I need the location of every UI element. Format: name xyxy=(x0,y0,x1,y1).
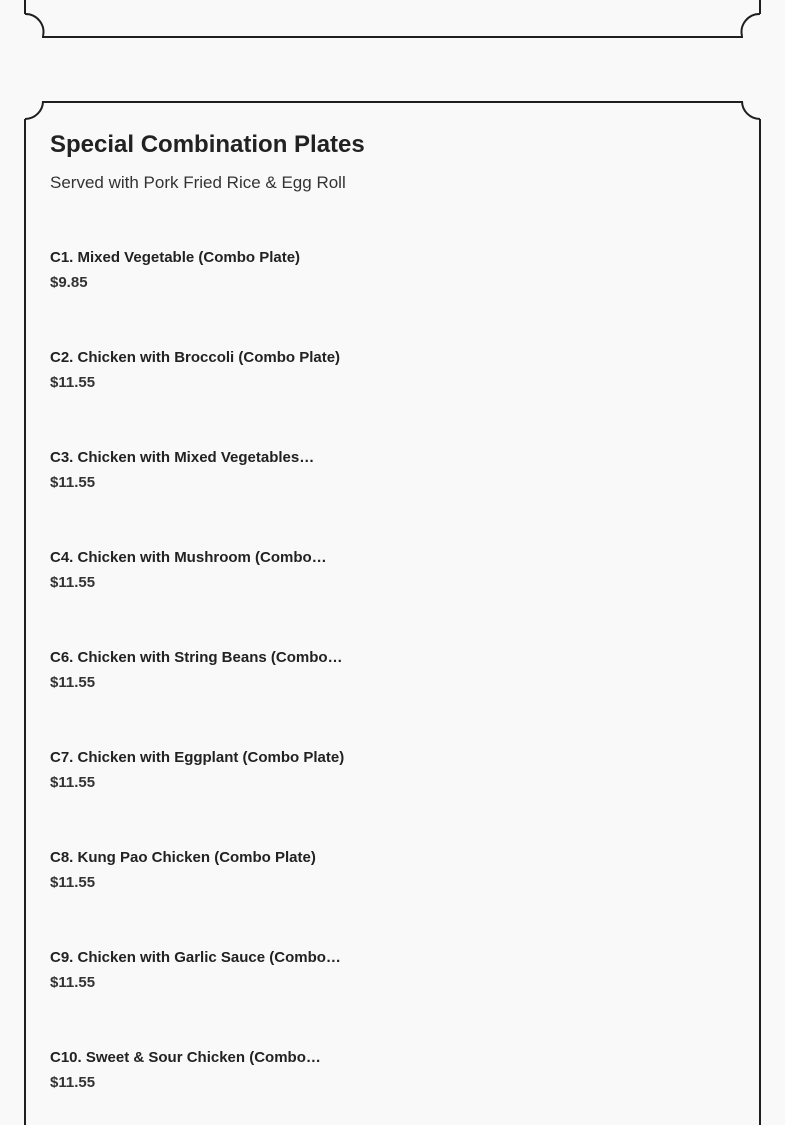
menu-item-price: $11.55 xyxy=(50,574,96,591)
card-border-right xyxy=(759,0,761,14)
corner-ornament-bottom-left xyxy=(24,14,46,36)
card-border-bottom xyxy=(42,36,743,38)
menu-item[interactable] xyxy=(50,246,450,346)
card-border-left xyxy=(24,119,26,1125)
card-border-left xyxy=(24,0,26,14)
section-subtitle: Served with Pork Fried Rice & Egg Roll xyxy=(50,173,346,192)
menu-item-name: C9. Chicken with Garlic Sauce (Combo… xyxy=(50,949,341,966)
menu-item-price: $11.55 xyxy=(50,774,96,791)
menu-item[interactable] xyxy=(50,1046,450,1125)
menu-item[interactable] xyxy=(50,946,450,1046)
corner-ornament-top-left xyxy=(24,99,46,121)
menu-item-price: $11.55 xyxy=(50,974,96,991)
menu-item-price: $11.55 xyxy=(50,874,96,891)
card-border-right xyxy=(759,119,761,1125)
previous-section-card xyxy=(24,0,761,36)
menu-item-price: $11.55 xyxy=(50,1074,96,1091)
menu-item[interactable] xyxy=(50,846,450,946)
menu-item-price: $11.55 xyxy=(50,674,96,691)
section-title: Special Combination Plates xyxy=(50,131,365,158)
menu-item-price: $11.55 xyxy=(50,374,96,391)
menu-item-name: C3. Chicken with Mixed Vegetables… xyxy=(50,449,315,466)
corner-ornament-top-right xyxy=(739,99,761,121)
menu-item[interactable] xyxy=(50,546,450,646)
menu-item-list xyxy=(50,246,450,1125)
menu-item-name: C1. Mixed Vegetable (Combo Plate) xyxy=(50,249,301,266)
menu-item[interactable] xyxy=(50,646,450,746)
menu-item[interactable] xyxy=(50,746,450,846)
menu-item-name: C10. Sweet & Sour Chicken (Combo… xyxy=(50,1049,321,1066)
combination-plates-section xyxy=(24,101,761,1125)
menu-item[interactable] xyxy=(50,446,450,546)
menu-item-name: C6. Chicken with String Beans (Combo… xyxy=(50,649,343,666)
card-border-top xyxy=(42,101,743,103)
section-header xyxy=(50,129,735,195)
menu-item-price: $9.85 xyxy=(50,274,88,291)
corner-ornament-bottom-right xyxy=(739,14,761,36)
menu-item-name: C4. Chicken with Mushroom (Combo… xyxy=(50,549,327,566)
menu-item[interactable] xyxy=(50,346,450,446)
menu-item-name: C2. Chicken with Broccoli (Combo Plate) xyxy=(50,349,341,366)
menu-item-price: $11.55 xyxy=(50,474,96,491)
menu-item-name: C8. Kung Pao Chicken (Combo Plate) xyxy=(50,849,316,866)
menu-item-name: C7. Chicken with Eggplant (Combo Plate) xyxy=(50,749,345,766)
